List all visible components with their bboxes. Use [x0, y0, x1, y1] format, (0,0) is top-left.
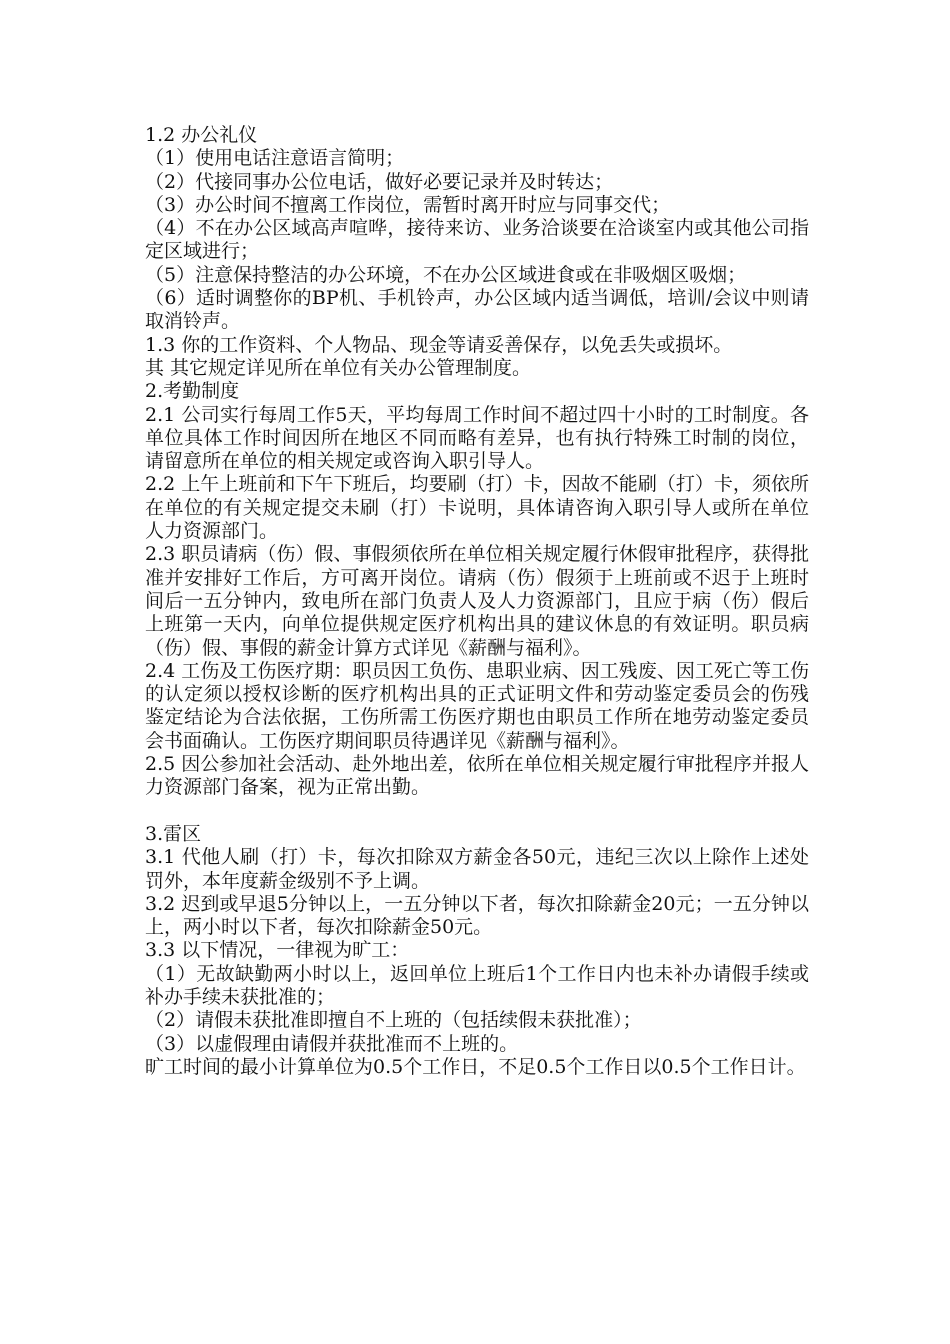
list-item: （2）请假未获批准即擅自不上班的（包括续假未获批准）； — [145, 1009, 642, 1032]
paragraph-2-2: 2.2 上午上班前和下午下班后，均要刷（打）卡，因故不能刷（打）卡，须依所在单位的有关规定提交未刷（打）卡说明，具体请咨询入职引导人或所在单位人力资源部门。 — [145, 473, 809, 543]
paragraph-other-rules: 其 其它规定详见所在单位有关办公管理制度。 — [145, 356, 532, 379]
paragraph-2-3: 2.3 职员请病（伤）假、事假须依所在单位相关规定履行休假审批程序，获得批准并安排好工作后，方可离开岗位。请病（伤）假须于上班前或不迟于上班时间后一五分钟内，致电所在部门负责人及人力资源部门，且应于病（伤）假后上班第一天内，向单位提供规定医疗机构出具的建议休息的有效证明。职员病（伤）假、事假的薪金计算方式详见《薪酬与福利》。 — [145, 543, 809, 659]
list-item: （2）代接同事办公位电话，做好必要记录并及时转达； — [145, 170, 614, 193]
heading-3: 3.雷区 — [145, 822, 202, 845]
paragraph-2-4: 2.4 工伤及工伤医疗期：职员因工负伤、患职业病、因工残废、因工死亡等工伤的认定须以授权诊断的医疗机构出具的正式证明文件和劳动鉴定委员会的伤残鉴定结论为合法依据，工伤所需工伤医疗期也由职员工作所在地劳动鉴定委员会书面确认。工伤医疗期间职员待遇详见《薪酬与福利》。 — [145, 659, 809, 752]
list-item: （3）办公时间不擅离工作岗位，需暂时离开时应与同事交代； — [145, 193, 671, 216]
list-item: （5）注意保持整洁的办公环境，不在办公区域进食或在非吸烟区吸烟； — [145, 263, 747, 286]
list-item: （6）适时调整你的BP机、手机铃声，办公区域内适当调低，培训/会议中则请取消铃声。 — [145, 287, 809, 333]
list-item: （3）以虚假理由请假并获批准而不上班的。 — [145, 1032, 519, 1055]
list-item: （1）无故缺勤两小时以上，返回单位上班后1个工作日内也未补办请假手续或补办手续未获批准的； — [145, 962, 809, 1008]
paragraph-2-1: 2.1 公司实行每周工作5天，平均每周工作时间不超过四十小时的工时制度。各单位具体工作时间因所在地区不同而略有差异，也有执行特殊工时制的岗位，请留意所在单位的相关规定或咨询入职引导人。 — [145, 403, 809, 473]
list-item: （1）使用电话注意语言简明； — [145, 147, 405, 170]
paragraph-3-3: 3.3 以下情况，一律视为旷工： — [145, 939, 410, 962]
document-page — [145, 124, 809, 1079]
paragraph-1-3: 1.3 你的工作资料、个人物品、现金等请妥善保存，以免丢失或损坏。 — [145, 333, 733, 356]
heading-2: 2.考勤制度 — [145, 380, 240, 403]
heading-1-2: 1.2 办公礼仪 — [145, 124, 258, 146]
blank-line — [145, 800, 809, 823]
list-item: （4）不在办公区域高声喧哗，接待来访、业务洽谈要在洽谈室内或其他公司指定区域进行； — [145, 217, 809, 263]
paragraph-2-5: 2.5 因公参加社会活动、赴外地出差，依所在单位相关规定履行审批程序并报人力资源部门备案，视为正常出勤。 — [145, 753, 809, 799]
paragraph-absence-unit: 旷工时间的最小计算单位为0.5个工作日，不足0.5个工作日以0.5个工作日计。 — [145, 1055, 806, 1078]
paragraph-3-1: 3.1 代他人刷（打）卡，每次扣除双方薪金各50元，违纪三次以上除作上述处罚外，本年度薪金级别不予上调。 — [145, 846, 809, 892]
paragraph-3-2: 3.2 迟到或早退5分钟以上，一五分钟以下者，每次扣除薪金20元；一五分钟以上，两小时以下者，每次扣除薪金50元。 — [145, 892, 809, 939]
